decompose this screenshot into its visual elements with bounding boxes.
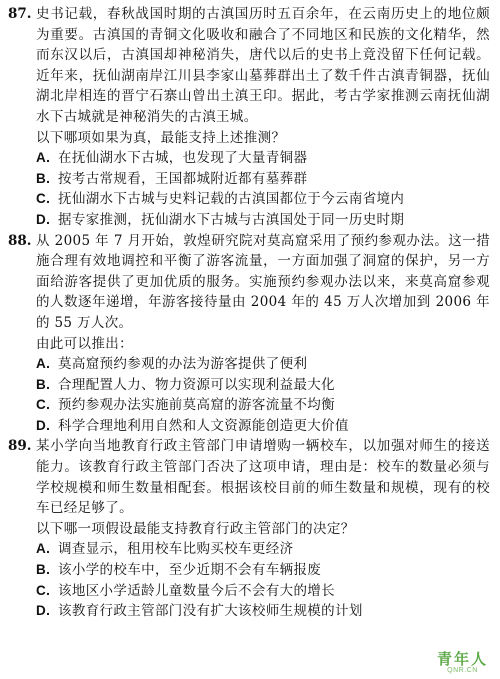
- option-text: 该教育行政主管部门没有扩大该校师生规模的计划: [58, 603, 363, 620]
- option-text: 调查显示，租用校车比购买校车更经济: [58, 541, 294, 558]
- option-b: [36, 375, 490, 396]
- option-letter: C.: [36, 191, 51, 207]
- option-d: [36, 601, 490, 622]
- option-text: 科学合理地利用自然和人文资源能创造更大价值: [58, 417, 349, 434]
- option-d: [36, 416, 490, 437]
- option-letter: B.: [36, 376, 51, 392]
- question-number: 89.: [8, 438, 32, 455]
- option-text: 该小学的校车中，至少近期不会有车辆报废: [58, 562, 322, 579]
- question-stem: 以下哪一项假设最能支持教育行政主管部门的决定？: [36, 520, 355, 537]
- question-header: [8, 231, 490, 334]
- question-stem: 由此可以推出：: [36, 335, 133, 352]
- option-text: 合理配置人力、物力资源可以实现利益最大化: [58, 376, 335, 393]
- question-88: [8, 231, 490, 437]
- question-passage: 某小学向当地教育行政主管部门申请增购一辆校车，以加强对师生的接送能力。该教育行政主管部门否决了这项申请，理由是：校车的数量必须与学校规模和师生数量相配套。根据该校目前的师生数量和规模，现有的校车已经足够了。: [36, 438, 490, 517]
- option-a: [36, 539, 490, 560]
- option-letter: D.: [36, 417, 51, 433]
- option-text: 预约参观办法实施前莫高窟的游客流量不均衡: [58, 397, 335, 414]
- option-a: [36, 148, 490, 169]
- question-89: [8, 436, 490, 621]
- option-letter: B.: [36, 170, 51, 186]
- option-c: [36, 395, 490, 416]
- question-87: [8, 4, 490, 231]
- option-letter: B.: [36, 562, 51, 578]
- question-header: [8, 4, 490, 128]
- question-header: [8, 436, 490, 518]
- question-stem: 以下哪项如果为真，最能支持上述推测？: [36, 129, 286, 146]
- option-text: 莫高窟预约参观的办法为游客提供了便利: [58, 356, 308, 373]
- watermark-site: QNR.CN: [447, 667, 478, 674]
- question-number: 87.: [8, 6, 32, 22]
- option-list: [8, 354, 490, 436]
- option-c: [36, 581, 490, 602]
- option-letter: A.: [36, 541, 51, 557]
- option-letter: A.: [36, 150, 51, 166]
- question-passage: 从 2005 年 7 月开始，敦煌研究院对莫高窟采用了预约参观办法。这一措施合理有效地调控和平衡了游客流量，一方面加强了洞窟的保护，另一方面给游客提供了更加优质的服务。实施预约参观办法以来，来莫高窟参观的人数逐年递增，年游客接待量由 2004 年的 45 万人次增加到 2006 年的 55 万人次。: [36, 232, 490, 331]
- question-number: 88.: [8, 232, 32, 249]
- option-text: 据专家推测，抚仙湖水下古城与古滇国处于同一历史时期: [58, 211, 405, 228]
- option-letter: C.: [36, 397, 51, 413]
- watermark-chinese: 青年人: [436, 650, 488, 668]
- option-letter: D.: [36, 603, 51, 619]
- option-b: [36, 560, 490, 581]
- option-text: 该地区小学适龄儿童数量今后不会有大的增长: [58, 582, 335, 599]
- option-list: [8, 539, 490, 621]
- option-letter: D.: [36, 211, 51, 227]
- question-passage: 史书记载，春秋战国时期的古滇国历时五百余年，在云南历史上的地位颇为重要。古滇国的青铜文化吸收和融合了不同地区和民族的文化精华，然而东汉以后，古滇国却神秘消失，唐代以后的史书上竟没留下任何记载。近年来，抚仙湖南岸江川县李家山墓葬群出土了数千件古滇青铜器，抚仙湖北岸相连的晋宁石寨山曾出土滇王印。据此，考古学家推测云南抚仙湖水下古城就是神秘消失的古滇王城。: [36, 6, 490, 125]
- option-b: [36, 169, 490, 190]
- option-letter: C.: [36, 582, 51, 598]
- watermark-logo: [437, 651, 488, 675]
- option-list: [8, 148, 490, 230]
- option-text: 抚仙湖水下古城与史料记载的古滇国都位于今云南省境内: [58, 191, 405, 208]
- option-d: [36, 210, 490, 231]
- option-c: [36, 189, 490, 210]
- option-text: 在抚仙湖水下古城，也发现了大量青铜器: [58, 150, 308, 167]
- option-a: [36, 354, 490, 375]
- option-text: 按考古常规看，王国都城附近都有墓葬群: [58, 170, 308, 187]
- option-letter: A.: [36, 356, 51, 372]
